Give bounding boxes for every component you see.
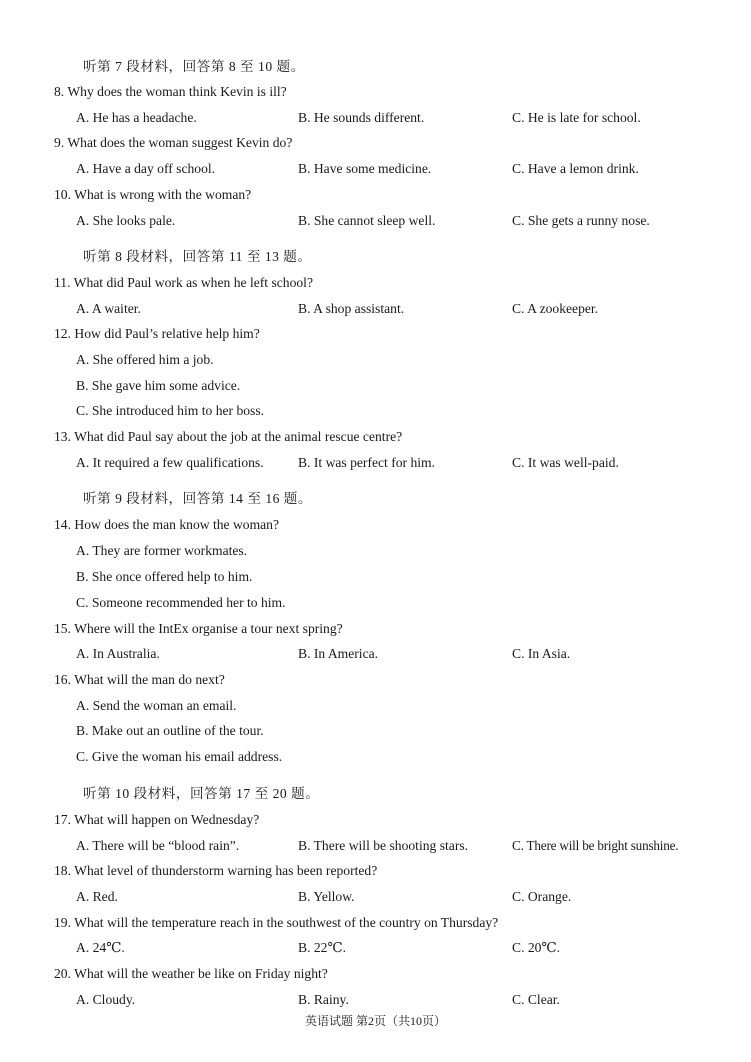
option-c: C. It was well-paid. [512, 455, 619, 470]
option-c: C. Give the woman his email address. [76, 749, 283, 764]
option-b: B. She once offered help to him. [76, 569, 253, 584]
option-b: B. Have some medicine. [298, 161, 432, 176]
option-c: C. 20℃. [512, 940, 561, 955]
section-header: 听第 8 段材料，回答第 11 至 13 题。 [83, 249, 312, 264]
section-header: 听第 7 段材料，回答第 8 至 10 题。 [83, 59, 305, 74]
option-a: A. It required a few qualifications. [76, 455, 264, 470]
option-b: B. A shop assistant. [298, 301, 405, 316]
question-stem: 8. Why does the woman think Kevin is ill? [54, 84, 287, 99]
option-a: A. Red. [76, 889, 118, 904]
option-a: A. Have a day off school. [76, 161, 216, 176]
option-a: A. She looks pale. [76, 213, 176, 228]
option-c: C. Clear. [512, 992, 560, 1007]
option-c: C. There will be bright sunshine. [512, 838, 679, 853]
option-c: C. He is late for school. [512, 110, 641, 125]
question-stem: 16. What will the man do next? [54, 672, 225, 687]
question-stem: 19. What will the temperature reach in the southwest of the country on Thursday? [54, 915, 499, 930]
option-c: C. A zookeeper. [512, 301, 599, 316]
section-header: 听第 10 段材料，回答第 17 至 20 题。 [83, 786, 320, 801]
option-a: A. In Australia. [76, 646, 160, 661]
option-a: A. He has a headache. [76, 110, 197, 125]
section-header: 听第 9 段材料，回答第 14 至 16 题。 [83, 491, 312, 506]
option-c: C. In Asia. [512, 646, 571, 661]
option-c: C. Have a lemon drink. [512, 161, 639, 176]
question-stem: 13. What did Paul say about the job at the animal rescue centre? [54, 429, 403, 444]
option-a: A. A waiter. [76, 301, 141, 316]
option-a: A. 24℃. [76, 940, 125, 955]
option-b: B. Make out an outline of the tour. [76, 723, 264, 738]
option-b: B. There will be shooting stars. [298, 838, 469, 853]
option-b: B. She cannot sleep well. [298, 213, 436, 228]
option-b: B. 22℃. [298, 940, 347, 955]
option-c: C. She gets a runny nose. [512, 213, 650, 228]
option-b: B. He sounds different. [298, 110, 425, 125]
option-b: B. Yellow. [298, 889, 355, 904]
question-stem: 9. What does the woman suggest Kevin do? [54, 135, 293, 150]
question-stem: 20. What will the weather be like on Friday night? [54, 966, 328, 981]
question-stem: 11. What did Paul work as when he left school? [54, 275, 313, 290]
option-b: B. Rainy. [298, 992, 349, 1007]
option-a: A. Cloudy. [76, 992, 136, 1007]
option-b: B. In America. [298, 646, 379, 661]
question-stem: 14. How does the man know the woman? [54, 517, 280, 532]
question-stem: 18. What level of thunderstorm warning has been reported? [54, 863, 378, 878]
question-stem: 17. What will happen on Wednesday? [54, 812, 260, 827]
option-a: A. She offered him a job. [76, 352, 214, 367]
question-stem: 12. How did Paul’s relative help him? [54, 326, 260, 341]
option-c: C. Orange. [512, 889, 572, 904]
option-a: A. Send the woman an email. [76, 698, 237, 713]
option-a: A. There will be “blood rain”. [76, 838, 240, 853]
option-b: B. She gave him some advice. [76, 378, 241, 393]
question-stem: 15. Where will the IntEx organise a tour next spring? [54, 621, 343, 636]
option-c: C. Someone recommended her to him. [76, 595, 286, 610]
page-footer: 英语试题 第2页（共10页） [304, 1014, 446, 1028]
option-b: B. It was perfect for him. [298, 455, 436, 470]
option-a: A. They are former workmates. [76, 543, 248, 558]
option-c: C. She introduced him to her boss. [76, 403, 265, 418]
question-stem: 10. What is wrong with the woman? [54, 187, 252, 202]
